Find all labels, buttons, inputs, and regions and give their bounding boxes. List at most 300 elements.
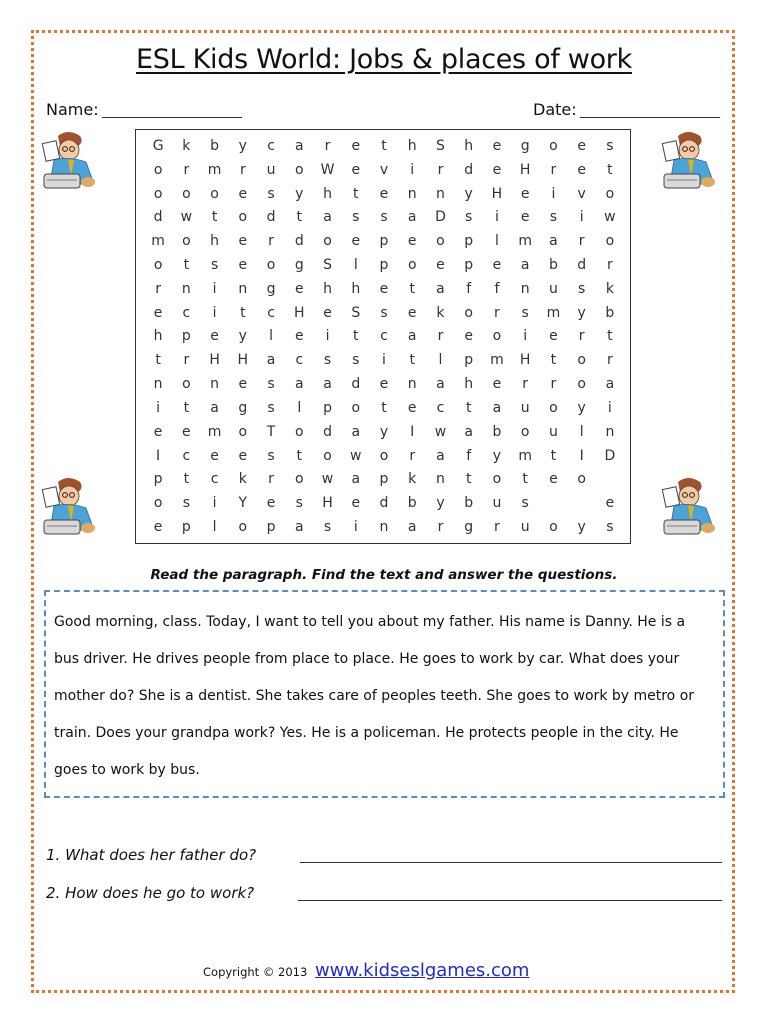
grid-letter[interactable]: u xyxy=(520,399,530,416)
grid-letter[interactable]: o xyxy=(295,161,304,178)
grid-letter[interactable]: o xyxy=(153,495,163,512)
grid-letter[interactable]: t xyxy=(381,137,387,154)
grid-letter[interactable]: h xyxy=(210,233,220,250)
grid-letter[interactable]: u xyxy=(492,495,502,512)
grid-letter[interactable]: o xyxy=(153,257,163,274)
grid-letter[interactable]: a xyxy=(266,352,276,369)
grid-letter[interactable]: o xyxy=(153,185,163,202)
grid-letter[interactable]: a xyxy=(294,519,304,536)
grid-letter[interactable]: o xyxy=(210,185,219,202)
grid-letter[interactable]: e xyxy=(210,328,219,345)
grid-letter[interactable]: t xyxy=(296,447,303,464)
grid-letter[interactable]: i xyxy=(353,519,358,536)
grid-letter[interactable]: r xyxy=(494,519,500,536)
grid-letter[interactable]: r xyxy=(409,447,416,464)
grid-letter[interactable]: w xyxy=(434,423,447,440)
grid-letter[interactable]: n xyxy=(407,376,417,393)
grid-letter[interactable]: u xyxy=(520,519,530,536)
grid-letter[interactable]: c xyxy=(267,137,275,154)
grid-letter[interactable]: a xyxy=(407,519,417,536)
grid-letter[interactable]: s xyxy=(323,519,332,536)
grid-letter[interactable]: m xyxy=(207,161,222,178)
grid-letter[interactable]: s xyxy=(352,352,360,369)
grid-letter[interactable]: o xyxy=(549,399,558,416)
grid-letter[interactable]: a xyxy=(436,447,445,464)
grid-letter[interactable]: T xyxy=(266,423,276,440)
grid-letter[interactable]: o xyxy=(238,423,248,440)
grid-letter[interactable]: e xyxy=(210,447,219,464)
grid-letter[interactable]: i xyxy=(382,352,386,369)
grid-letter[interactable]: s xyxy=(606,519,614,536)
grid-letter[interactable]: e xyxy=(153,304,163,321)
grid-letter[interactable]: a xyxy=(436,376,445,393)
grid-letter[interactable]: y xyxy=(577,519,586,536)
grid-letter[interactable]: o xyxy=(351,399,361,416)
grid-letter[interactable]: t xyxy=(550,447,557,464)
grid-letter[interactable]: h xyxy=(323,280,332,297)
grid-letter[interactable]: u xyxy=(548,423,558,440)
grid-letter[interactable]: r xyxy=(183,352,190,369)
grid-letter[interactable]: a xyxy=(351,423,361,440)
grid-letter[interactable]: S xyxy=(436,137,445,154)
grid-letter[interactable]: o xyxy=(520,423,530,440)
grid-letter[interactable]: s xyxy=(380,209,388,226)
grid-letter[interactable]: y xyxy=(577,304,586,321)
grid-letter[interactable]: I xyxy=(579,447,584,464)
grid-letter[interactable]: f xyxy=(494,280,500,297)
grid-letter[interactable]: e xyxy=(323,304,332,321)
grid-letter[interactable]: i xyxy=(551,185,556,202)
grid-letter[interactable]: a xyxy=(549,233,558,250)
grid-letter[interactable]: g xyxy=(266,280,276,297)
grid-letter[interactable]: l xyxy=(353,257,358,274)
grid-letter[interactable]: c xyxy=(210,471,219,488)
grid-letter[interactable]: y xyxy=(238,137,247,154)
grid-letter[interactable]: p xyxy=(379,257,389,274)
grid-letter[interactable]: t xyxy=(607,328,613,345)
grid-letter[interactable]: i xyxy=(212,495,217,512)
grid-letter[interactable]: f xyxy=(466,280,472,297)
grid-letter[interactable]: t xyxy=(465,471,472,488)
grid-letter[interactable]: e xyxy=(464,328,473,345)
grid-letter[interactable]: c xyxy=(267,304,275,321)
grid-letter[interactable]: y xyxy=(492,447,502,464)
grid-letter[interactable]: t xyxy=(211,209,218,226)
grid-letter[interactable]: b xyxy=(407,495,417,512)
grid-letter[interactable]: w xyxy=(604,209,616,226)
grid-letter[interactable]: k xyxy=(408,471,417,488)
grid-letter[interactable]: d xyxy=(294,233,304,250)
grid-letter[interactable]: I xyxy=(156,447,161,464)
grid-letter[interactable]: t xyxy=(465,399,472,416)
grid-letter[interactable]: a xyxy=(294,137,304,154)
grid-letter[interactable]: p xyxy=(181,519,191,536)
grid-letter[interactable]: v xyxy=(379,161,389,178)
grid-letter[interactable]: n xyxy=(153,376,163,393)
grid-letter[interactable]: e xyxy=(379,376,389,393)
grid-letter[interactable]: d xyxy=(464,161,474,178)
grid-letter[interactable]: r xyxy=(550,376,557,393)
grid-letter[interactable]: i xyxy=(523,328,528,345)
grid-letter[interactable]: r xyxy=(239,161,246,178)
grid-letter[interactable]: h xyxy=(153,328,163,345)
grid-letter[interactable]: s xyxy=(577,280,586,297)
grid-letter[interactable]: p xyxy=(464,257,474,274)
grid-letter[interactable]: s xyxy=(267,376,275,393)
grid-letter[interactable]: d xyxy=(577,257,587,274)
grid-letter[interactable]: c xyxy=(182,447,191,464)
grid-letter[interactable]: a xyxy=(294,376,304,393)
grid-letter[interactable]: t xyxy=(183,257,190,274)
grid-letter[interactable]: o xyxy=(492,471,502,488)
grid-letter[interactable]: t xyxy=(183,471,190,488)
grid-letter[interactable]: e xyxy=(549,328,558,345)
grid-letter[interactable]: t xyxy=(381,399,387,416)
grid-letter[interactable]: r xyxy=(437,519,444,536)
grid-letter[interactable]: e xyxy=(294,328,304,345)
grid-letter[interactable]: e xyxy=(182,423,191,440)
date-label: Date: xyxy=(533,100,577,119)
grid-letter[interactable]: i xyxy=(579,209,584,226)
grid-letter[interactable]: s xyxy=(182,495,190,512)
grid-letter[interactable]: r xyxy=(550,161,557,178)
grid-letter[interactable]: a xyxy=(520,257,530,274)
grid-letter[interactable]: m xyxy=(518,447,532,464)
grid-letter[interactable]: g xyxy=(520,137,530,154)
grid-letter[interactable]: e xyxy=(577,161,586,178)
grid-letter[interactable]: f xyxy=(466,447,472,464)
grid-letter[interactable]: p xyxy=(464,352,474,369)
grid-letter[interactable]: p xyxy=(323,399,332,416)
grid-letter[interactable]: l xyxy=(579,423,584,440)
grid-letter[interactable]: e xyxy=(379,280,389,297)
grid-letter[interactable]: s xyxy=(465,209,473,226)
grid-letter[interactable]: o xyxy=(464,304,473,321)
grid-letter[interactable]: l xyxy=(269,328,273,345)
grid-letter[interactable]: e xyxy=(238,233,248,250)
grid-letter[interactable]: s xyxy=(521,304,529,321)
grid-letter[interactable]: y xyxy=(436,495,445,512)
grid-letter[interactable]: a xyxy=(351,471,361,488)
grid-letter[interactable]: p xyxy=(153,471,163,488)
grid-letter[interactable]: r xyxy=(437,161,444,178)
grid-letter[interactable]: r xyxy=(522,376,529,393)
grid-letter[interactable]: o xyxy=(549,519,558,536)
grid-letter[interactable]: t xyxy=(607,161,613,178)
grid-letter[interactable]: w xyxy=(350,447,362,464)
grid-letter[interactable]: w xyxy=(321,471,334,488)
grid-letter[interactable]: s xyxy=(549,209,558,226)
grid-letter[interactable] xyxy=(539,491,567,515)
grid-letter[interactable]: n xyxy=(379,519,389,536)
grid-letter[interactable]: l xyxy=(494,233,499,250)
grid-letter[interactable]: r xyxy=(606,352,613,369)
grid-letter[interactable]: o xyxy=(323,447,332,464)
date-field[interactable] xyxy=(580,117,720,118)
grid-letter[interactable]: h xyxy=(407,137,417,154)
answer-line-1[interactable] xyxy=(300,862,722,863)
grid-letter[interactable]: o xyxy=(238,209,248,226)
grid-letter[interactable]: e xyxy=(605,495,615,512)
grid-letter[interactable]: t xyxy=(353,328,359,345)
grid-letter[interactable]: e xyxy=(492,257,502,274)
grid-letter[interactable]: d xyxy=(351,376,361,393)
name-label: Name: xyxy=(46,100,99,119)
grid-letter[interactable]: w xyxy=(180,209,193,226)
grid-letter[interactable]: a xyxy=(464,423,473,440)
grid-letter[interactable]: e xyxy=(351,233,361,250)
grid-letter[interactable]: e xyxy=(407,233,417,250)
grid-letter[interactable]: y xyxy=(295,185,304,202)
grid-letter[interactable]: o xyxy=(605,185,615,202)
grid-letter[interactable]: G xyxy=(152,137,164,154)
grid-letter[interactable]: p xyxy=(181,328,191,345)
website-link[interactable]: www.kidseslgames.com xyxy=(314,960,530,981)
grid-letter[interactable]: e xyxy=(351,495,361,512)
grid-letter[interactable]: h xyxy=(464,137,474,154)
grid-letter[interactable]: H xyxy=(209,352,220,369)
grid-letter[interactable]: g xyxy=(464,519,474,536)
grid-letter[interactable]: o xyxy=(295,423,304,440)
grid-letter[interactable]: i xyxy=(212,280,217,297)
grid-letter[interactable]: b xyxy=(605,304,615,321)
grid-letter[interactable]: o xyxy=(492,328,502,345)
grid-letter[interactable]: u xyxy=(266,161,276,178)
grid-letter[interactable]: m xyxy=(518,233,532,250)
grid-letter[interactable]: e xyxy=(351,137,361,154)
grid-letter[interactable]: H xyxy=(519,352,531,369)
grid-letter[interactable]: l xyxy=(438,352,443,369)
grid-letter[interactable]: H xyxy=(294,304,305,321)
grid-letter[interactable]: s xyxy=(606,137,614,154)
grid-letter[interactable]: e xyxy=(407,399,417,416)
grid-letter[interactable]: p xyxy=(266,519,276,536)
grid-letter[interactable]: d xyxy=(153,209,163,226)
grid-letter[interactable]: H xyxy=(322,495,333,512)
grid-letter[interactable]: e xyxy=(379,185,389,202)
grid-letter[interactable]: s xyxy=(521,495,529,512)
grid-letter[interactable]: t xyxy=(409,352,415,369)
grid-letter[interactable]: m xyxy=(546,304,561,321)
grid-letter[interactable]: e xyxy=(266,495,276,512)
grid-letter[interactable]: u xyxy=(548,280,558,297)
grid-letter[interactable]: a xyxy=(210,399,219,416)
grid-letter[interactable]: I xyxy=(410,423,415,440)
grid-letter[interactable]: n xyxy=(181,280,191,297)
grid-letter[interactable]: i xyxy=(212,304,217,321)
grid-letter[interactable]: y xyxy=(238,328,247,345)
grid-letter[interactable]: n xyxy=(436,185,445,202)
grid-letter[interactable]: s xyxy=(267,185,275,202)
grid-letter[interactable]: e xyxy=(549,471,558,488)
grid-letter[interactable]: o xyxy=(436,233,445,250)
grid-letter[interactable]: a xyxy=(605,376,615,393)
grid-letter[interactable]: e xyxy=(238,185,248,202)
grid-letter[interactable]: a xyxy=(492,399,502,416)
grid-letter[interactable]: k xyxy=(605,280,614,297)
grid-letter[interactable]: s xyxy=(267,399,275,416)
grid-letter[interactable]: t xyxy=(522,471,528,488)
grid-letter[interactable]: h xyxy=(464,376,474,393)
grid-letter[interactable]: e xyxy=(238,447,248,464)
grid-letter[interactable]: e xyxy=(153,423,163,440)
grid-letter[interactable]: o xyxy=(238,519,248,536)
grid-letter[interactable]: r xyxy=(155,280,161,297)
grid-letter[interactable]: n xyxy=(210,376,220,393)
grid-letter[interactable]: r xyxy=(437,328,444,345)
grid-letter[interactable]: n xyxy=(238,280,248,297)
grid-letter[interactable]: D xyxy=(435,209,446,226)
grid-letter[interactable]: e xyxy=(577,137,586,154)
grid-letter[interactable]: o xyxy=(605,233,615,250)
grid-letter[interactable] xyxy=(568,491,596,515)
grid-letter[interactable]: e xyxy=(294,280,304,297)
grid-letter[interactable]: o xyxy=(577,352,586,369)
grid-letter[interactable]: c xyxy=(295,352,304,369)
grid-letter[interactable]: o xyxy=(182,376,191,393)
grid-letter[interactable]: k xyxy=(238,471,247,488)
grid-letter[interactable]: a xyxy=(323,209,332,226)
grid-letter[interactable]: k xyxy=(436,304,445,321)
grid-letter[interactable]: l xyxy=(212,519,217,536)
grid-letter[interactable]: a xyxy=(407,328,417,345)
grid-letter[interactable]: s xyxy=(267,447,275,464)
grid-letter[interactable]: o xyxy=(577,471,586,488)
grid-letter[interactable]: k xyxy=(182,137,191,154)
grid-letter[interactable]: m xyxy=(151,233,165,250)
grid-letter[interactable]: t xyxy=(240,304,246,321)
grid-letter[interactable]: o xyxy=(295,471,304,488)
grid-letter[interactable]: h xyxy=(351,280,361,297)
grid-letter[interactable]: r xyxy=(183,161,190,178)
grid-letter[interactable]: D xyxy=(604,447,616,464)
grid-letter[interactable]: i xyxy=(325,328,330,345)
grid-letter[interactable]: a xyxy=(436,280,445,297)
grid-letter[interactable]: i xyxy=(156,399,161,416)
grid-letter[interactable]: i xyxy=(494,209,499,226)
grid-letter[interactable]: y xyxy=(577,399,586,416)
word-search-grid[interactable] xyxy=(135,129,631,544)
grid-letter[interactable]: t xyxy=(296,209,303,226)
grid-letter[interactable]: o xyxy=(182,233,191,250)
grid-letter[interactable]: s xyxy=(295,495,303,512)
grid-letter[interactable]: n xyxy=(520,280,530,297)
grid-letter[interactable]: t xyxy=(353,185,359,202)
grid-letter[interactable]: r xyxy=(324,137,331,154)
grid-letter[interactable]: t xyxy=(550,352,557,369)
grid-letter[interactable]: c xyxy=(380,328,388,345)
grid-letter[interactable]: p xyxy=(464,233,474,250)
grid-letter[interactable]: p xyxy=(379,471,389,488)
grid-letter[interactable]: H xyxy=(491,185,503,202)
grid-letter[interactable]: d xyxy=(379,495,389,512)
grid-letter[interactable]: d xyxy=(323,423,332,440)
instruction-text: Read the paragraph. Find the text and answer the questions. xyxy=(150,567,618,583)
grid-letter[interactable]: i xyxy=(607,399,612,416)
grid-letter[interactable]: c xyxy=(436,399,445,416)
grid-letter[interactable]: e xyxy=(351,161,361,178)
grid-letter[interactable] xyxy=(596,468,624,492)
grid-letter[interactable]: e xyxy=(520,185,530,202)
grid-letter[interactable]: t xyxy=(155,352,161,369)
grid-letter[interactable]: a xyxy=(323,376,332,393)
footer xyxy=(203,960,529,981)
grid-letter[interactable]: o xyxy=(323,233,332,250)
grid-letter[interactable]: s xyxy=(323,352,332,369)
grid-letter[interactable]: r xyxy=(578,328,585,345)
grid-letter[interactable]: c xyxy=(182,304,191,321)
grid-letter[interactable]: o xyxy=(379,447,389,464)
grid-letter[interactable]: e xyxy=(238,376,248,393)
grid-letter[interactable]: g xyxy=(294,257,304,274)
grid-letter[interactable]: Y xyxy=(238,495,248,512)
grid-letter[interactable]: e xyxy=(492,161,502,178)
grid-letter[interactable]: b xyxy=(492,423,502,440)
answer-line-2[interactable] xyxy=(298,900,722,901)
grid-letter[interactable]: b xyxy=(464,495,474,512)
grid-letter[interactable]: o xyxy=(266,257,276,274)
grid-letter[interactable]: e xyxy=(407,304,417,321)
grid-letter[interactable]: o xyxy=(577,376,586,393)
grid-letter[interactable]: y xyxy=(464,185,473,202)
grid-letter[interactable]: n xyxy=(605,423,615,440)
grid-letter[interactable]: m xyxy=(490,352,504,369)
grid-letter[interactable]: s xyxy=(352,209,360,226)
grid-letter[interactable]: m xyxy=(207,423,222,440)
grid-letter[interactable]: r xyxy=(606,257,613,274)
grid-letter[interactable]: l xyxy=(297,399,302,416)
grid-letter[interactable]: d xyxy=(266,209,276,226)
grid-letter[interactable]: e xyxy=(436,257,445,274)
grid-letter[interactable]: n xyxy=(407,185,417,202)
grid-letter[interactable]: o xyxy=(549,137,558,154)
grid-letter[interactable]: o xyxy=(153,161,163,178)
grid-letter[interactable]: e xyxy=(520,209,530,226)
grid-letter[interactable]: e xyxy=(238,257,248,274)
grid-letter[interactable]: y xyxy=(379,423,389,440)
question-1: 1. What does her father do? xyxy=(46,846,257,864)
grid-letter[interactable]: g xyxy=(238,399,248,416)
grid-letter[interactable]: r xyxy=(578,233,585,250)
grid-letter[interactable]: W xyxy=(320,161,335,178)
grid-letter[interactable]: b xyxy=(548,257,558,274)
grid-letter[interactable]: v xyxy=(577,185,586,202)
name-field[interactable] xyxy=(102,117,242,118)
grid-letter[interactable]: o xyxy=(407,257,417,274)
grid-letter[interactable]: S xyxy=(351,304,361,321)
grid-letter[interactable]: a xyxy=(407,209,417,226)
grid-letter[interactable]: e xyxy=(492,137,502,154)
grid-letter[interactable]: r xyxy=(268,471,274,488)
grid-letter[interactable]: r xyxy=(268,233,274,250)
grid-letter[interactable]: t xyxy=(409,280,415,297)
grid-letter[interactable]: b xyxy=(210,137,220,154)
grid-letter[interactable]: i xyxy=(410,161,415,178)
grid-letter[interactable]: h xyxy=(323,185,332,202)
grid-letter[interactable]: e xyxy=(153,519,163,536)
grid-letter[interactable]: r xyxy=(494,304,500,321)
grid-letter[interactable]: S xyxy=(323,257,332,274)
grid-letter[interactable]: e xyxy=(492,376,502,393)
grid-letter[interactable]: t xyxy=(183,399,190,416)
grid-letter[interactable]: o xyxy=(182,185,191,202)
grid-letter[interactable]: H xyxy=(519,161,531,178)
grid-letter[interactable]: H xyxy=(237,352,249,369)
grid-letter[interactable]: n xyxy=(436,471,445,488)
grid-letter[interactable]: p xyxy=(379,233,389,250)
grid-letter[interactable]: s xyxy=(210,257,219,274)
grid-letter[interactable]: s xyxy=(380,304,388,321)
